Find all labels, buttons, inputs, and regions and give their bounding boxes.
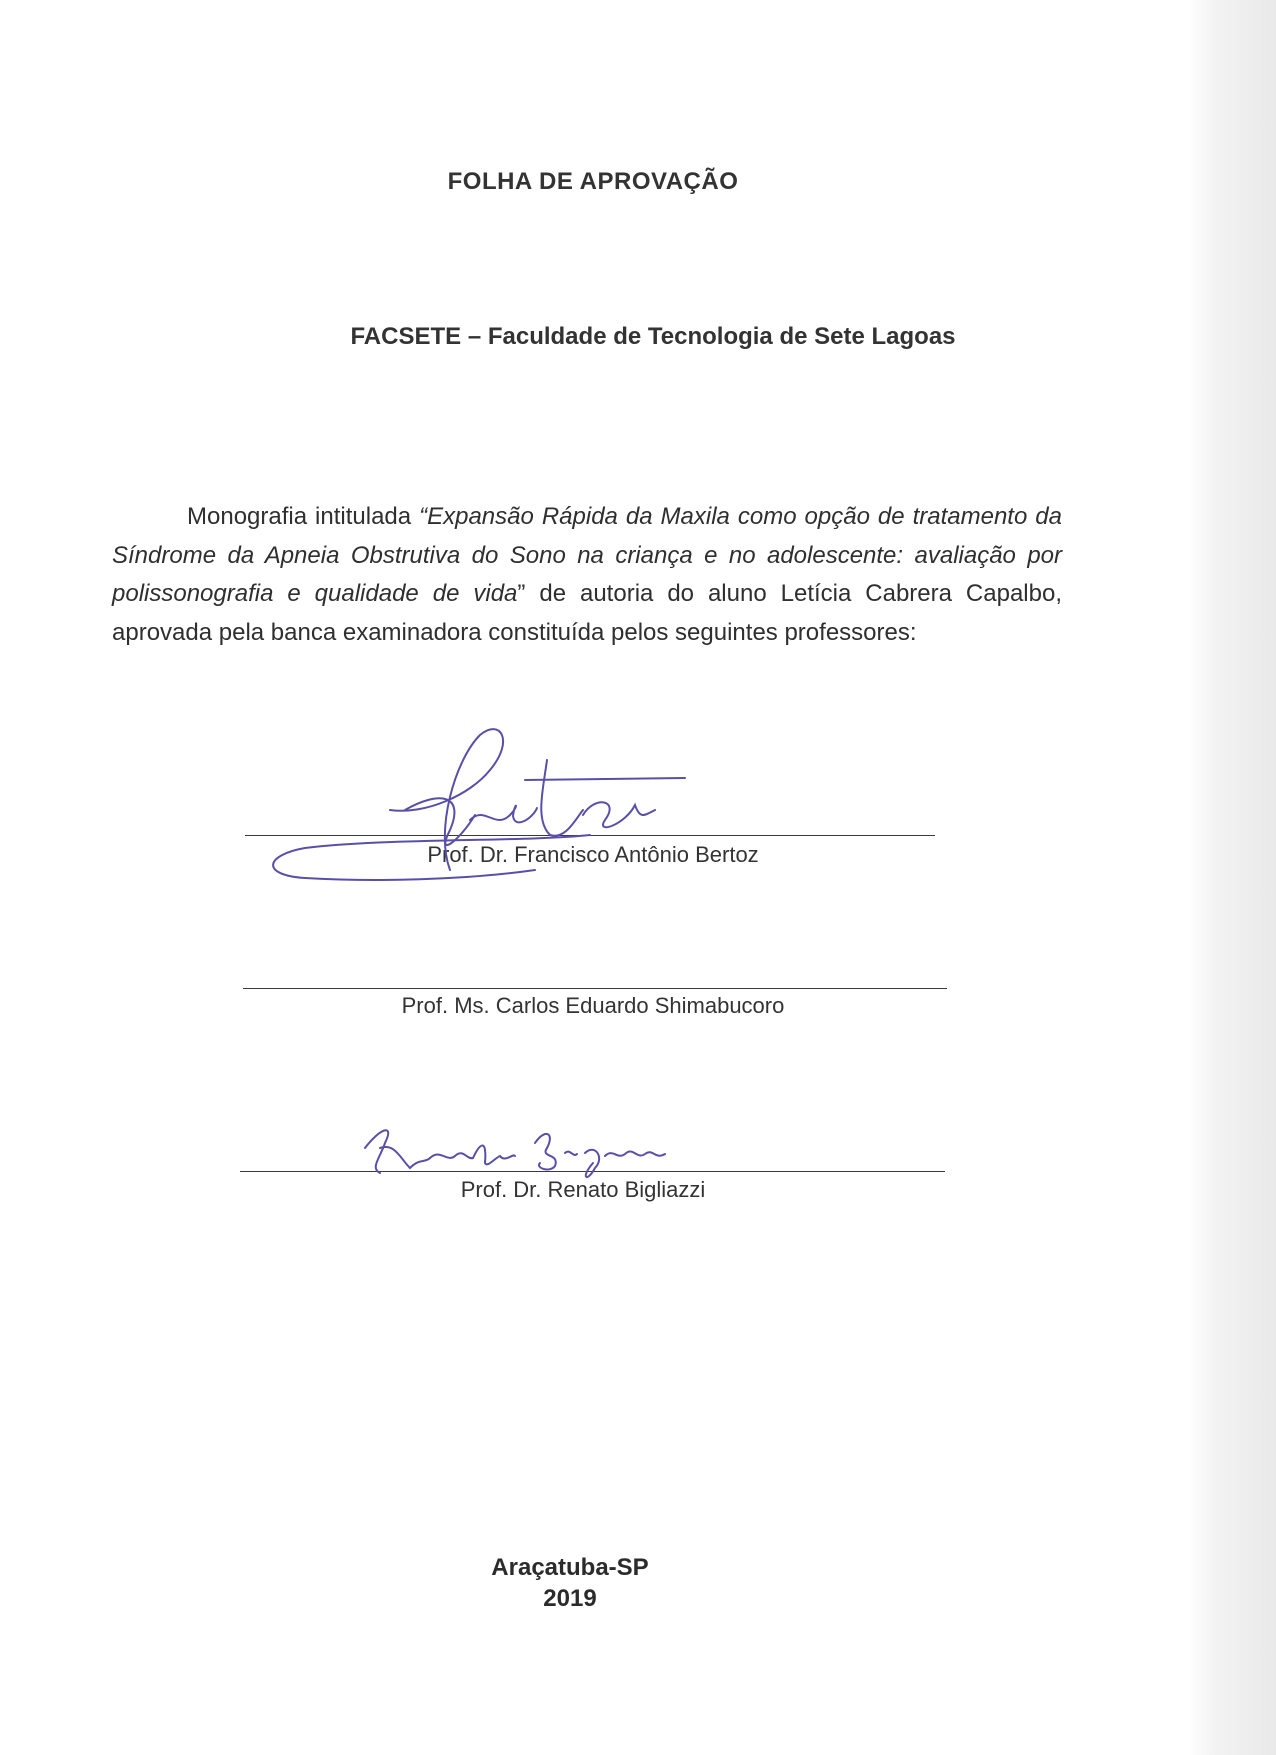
paragraph-intro: Monografia intitulada — [187, 503, 420, 530]
work-title: “Expansão Rápida da Maxila como opção de tratamento da Síndrome da Apneia Obstrutiva do Sono na criança e no adolescente: avaliação por polissonografia e qualidade de vida — [112, 503, 1062, 607]
examiner-name-1: Prof. Dr. Francisco Antônio Bertoz — [427, 842, 759, 867]
page-title: FOLHA DE APROVAÇÃO — [447, 168, 739, 195]
scan-edge-shadow — [1188, 0, 1276, 1755]
paragraph-continuation: ” de autoria do aluno Letícia Cabrera Capalbo, aprovada pela banca examinadora constituída pelos seguintes professores: — [112, 580, 1063, 646]
examiner-name-3: Prof. Dr. Renato Bigliazzi — [460, 1177, 706, 1202]
approval-paragraph — [112, 498, 1062, 652]
institution-name: FACSETE – Faculdade de Tecnologia de Sete Lagoas — [350, 323, 956, 350]
examiner-name-2: Prof. Ms. Carlos Eduardo Shimabucoro — [401, 993, 785, 1018]
signature-line-2 — [243, 988, 947, 989]
signature-bertoz — [265, 720, 735, 900]
footer-year: 2019 — [543, 1585, 597, 1612]
signature-bigliazzi — [355, 1118, 695, 1188]
footer-city: Araçatuba-SP — [491, 1554, 649, 1581]
